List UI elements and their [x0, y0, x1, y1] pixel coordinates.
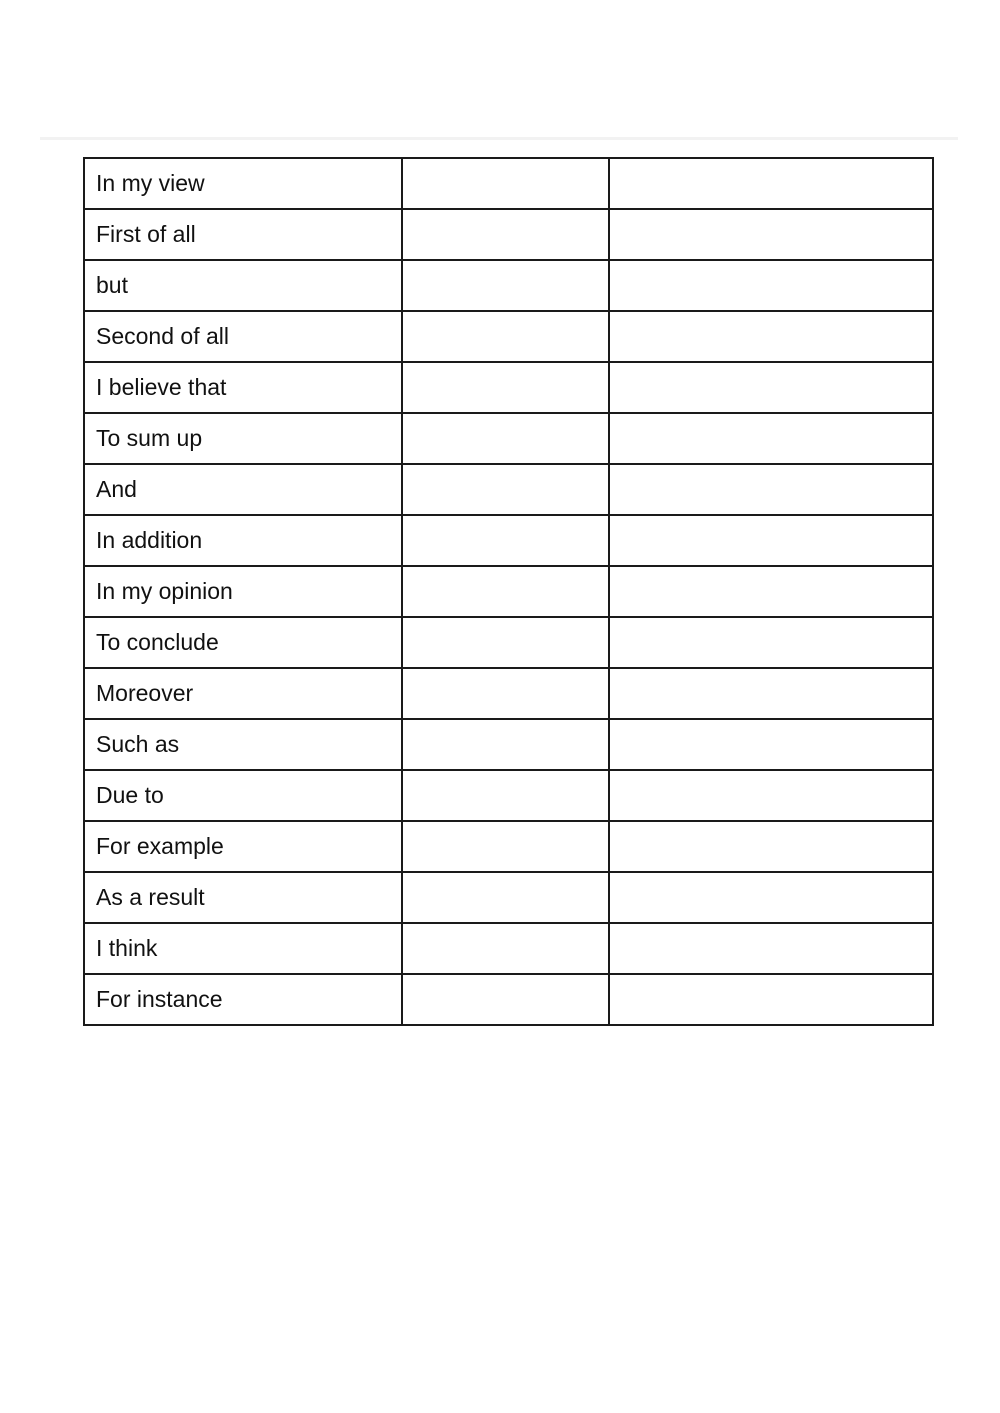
phrase-cell: Second of all: [84, 311, 402, 362]
table-row: [84, 617, 933, 668]
blank-cell[interactable]: [609, 311, 933, 362]
blank-cell[interactable]: [402, 923, 609, 974]
phrase-cell: For instance: [84, 974, 402, 1025]
phrase-cell: As a result: [84, 872, 402, 923]
blank-cell[interactable]: [402, 770, 609, 821]
table-row: [84, 413, 933, 464]
table-row: [84, 872, 933, 923]
blank-cell[interactable]: [402, 821, 609, 872]
blank-cell[interactable]: [402, 260, 609, 311]
table-row: [84, 770, 933, 821]
page-top-divider: [40, 137, 958, 140]
blank-cell[interactable]: [402, 413, 609, 464]
table-row: [84, 974, 933, 1025]
blank-cell[interactable]: [402, 719, 609, 770]
blank-cell[interactable]: [609, 158, 933, 209]
blank-cell[interactable]: [609, 566, 933, 617]
blank-cell[interactable]: [402, 566, 609, 617]
table-row: [84, 821, 933, 872]
table-row: [84, 158, 933, 209]
blank-cell[interactable]: [402, 974, 609, 1025]
blank-cell[interactable]: [609, 923, 933, 974]
blank-cell[interactable]: [609, 668, 933, 719]
phrase-cell: First of all: [84, 209, 402, 260]
table-body: [84, 158, 933, 1025]
blank-cell[interactable]: [402, 617, 609, 668]
phrase-cell: I think: [84, 923, 402, 974]
blank-cell[interactable]: [609, 260, 933, 311]
linking-words-table: [83, 157, 934, 1026]
table-row: [84, 719, 933, 770]
phrase-cell: Moreover: [84, 668, 402, 719]
blank-cell[interactable]: [609, 719, 933, 770]
table-row: [84, 464, 933, 515]
table-row: [84, 362, 933, 413]
table-row: [84, 515, 933, 566]
phrase-cell: To conclude: [84, 617, 402, 668]
phrase-cell: but: [84, 260, 402, 311]
phrase-cell: I believe that: [84, 362, 402, 413]
blank-cell[interactable]: [402, 515, 609, 566]
blank-cell[interactable]: [402, 362, 609, 413]
blank-cell[interactable]: [402, 158, 609, 209]
phrase-cell: For example: [84, 821, 402, 872]
table-row: [84, 260, 933, 311]
blank-cell[interactable]: [402, 872, 609, 923]
phrase-cell: And: [84, 464, 402, 515]
phrase-cell: In my view: [84, 158, 402, 209]
table-row: [84, 923, 933, 974]
phrase-cell: Due to: [84, 770, 402, 821]
phrase-cell: Such as: [84, 719, 402, 770]
blank-cell[interactable]: [609, 464, 933, 515]
table-row: [84, 311, 933, 362]
blank-cell[interactable]: [402, 209, 609, 260]
blank-cell[interactable]: [609, 413, 933, 464]
table-row: [84, 209, 933, 260]
blank-cell[interactable]: [609, 617, 933, 668]
blank-cell[interactable]: [402, 668, 609, 719]
phrase-cell: In my opinion: [84, 566, 402, 617]
blank-cell[interactable]: [609, 821, 933, 872]
table-row: [84, 668, 933, 719]
blank-cell[interactable]: [402, 464, 609, 515]
phrase-cell: To sum up: [84, 413, 402, 464]
blank-cell[interactable]: [609, 974, 933, 1025]
blank-cell[interactable]: [609, 209, 933, 260]
blank-cell[interactable]: [609, 770, 933, 821]
blank-cell[interactable]: [609, 515, 933, 566]
phrase-cell: In addition: [84, 515, 402, 566]
blank-cell[interactable]: [609, 362, 933, 413]
table-row: [84, 566, 933, 617]
blank-cell[interactable]: [609, 872, 933, 923]
blank-cell[interactable]: [402, 311, 609, 362]
